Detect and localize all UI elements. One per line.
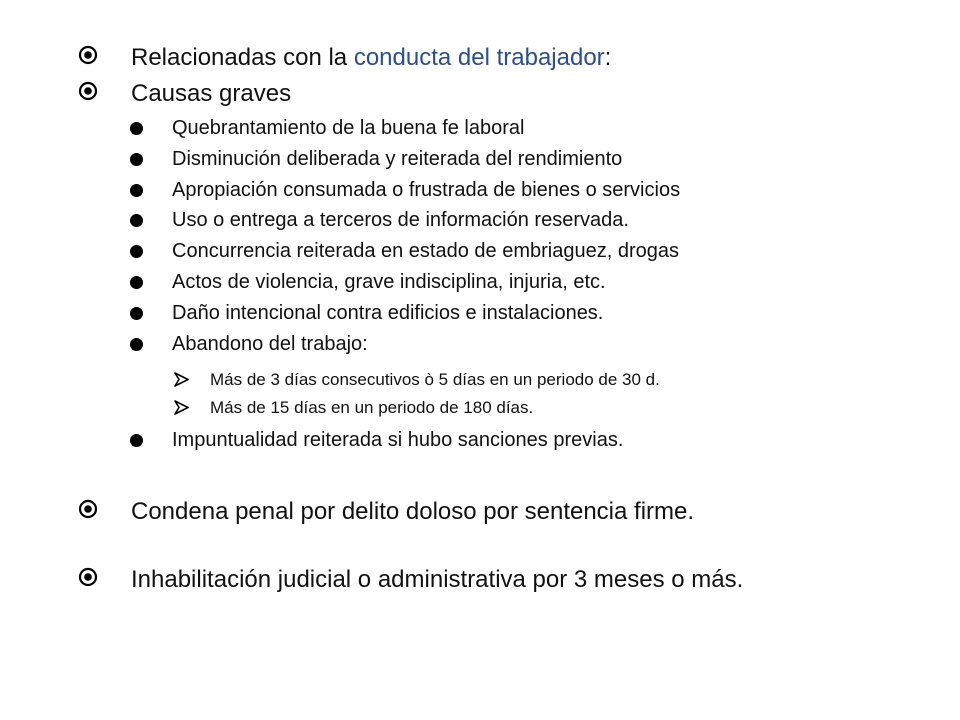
filled-circle-icon: [130, 338, 143, 351]
circled-dot-icon: [78, 45, 98, 65]
relacionadas-suffix: :: [604, 44, 612, 71]
filled-circle-icon: [130, 153, 143, 166]
filled-circle-icon: [130, 434, 143, 447]
list-item-text: Actos de violencia, grave indisciplina, injuria, etc.: [172, 271, 606, 293]
relacionadas-highlight: conducta del trabajador: [353, 44, 605, 71]
list-item-text: Quebrantamiento de la buena fe laboral: [172, 117, 525, 139]
list-item-text: Concurrencia reiterada en estado de embriaguez, drogas: [172, 240, 679, 262]
list-item-text: Apropiación consumada o frustrada de bienes o servicios: [172, 179, 681, 201]
list-item-text: Disminución deliberada y reiterada del rendimiento: [172, 148, 623, 170]
circled-dot-icon: [78, 81, 98, 101]
list-item-text: Daño intencional contra edificios e instalaciones.: [172, 302, 604, 324]
sub-list-item-text: Más de 15 días en un periodo de 180 días.: [210, 398, 534, 417]
filled-circle-icon: [130, 214, 143, 227]
filled-circle-icon: [130, 245, 143, 258]
filled-circle-icon: [130, 122, 143, 135]
list-item-text: Uso o entrega a terceros de información reservada.: [172, 209, 629, 231]
circled-dot-icon: [78, 499, 98, 519]
arrowhead-icon: [174, 400, 189, 415]
list-item-text: Impuntualidad reiterada si hubo sanciones previas.: [172, 429, 624, 451]
inhabilitacion-text: Inhabilitación judicial o administrativa por 3 meses o más.: [131, 566, 744, 593]
filled-circle-icon: [130, 307, 143, 320]
relacionadas-prefix: Relacionadas con la: [131, 44, 354, 71]
arrowhead-icon: [174, 372, 189, 387]
circled-dot-icon: [78, 567, 98, 587]
list-item-text: Abandono del trabajo:: [172, 333, 368, 355]
sub-list-item-text: Más de 3 días consecutivos ò 5 días en un periodo de 30 d.: [210, 370, 660, 389]
filled-circle-icon: [130, 184, 143, 197]
relacionadas-text: [131, 44, 611, 72]
condena-text: Condena penal por delito doloso por sentencia firme.: [131, 498, 695, 525]
filled-circle-icon: [130, 276, 143, 289]
causas-graves-text: Causas graves: [131, 80, 292, 107]
